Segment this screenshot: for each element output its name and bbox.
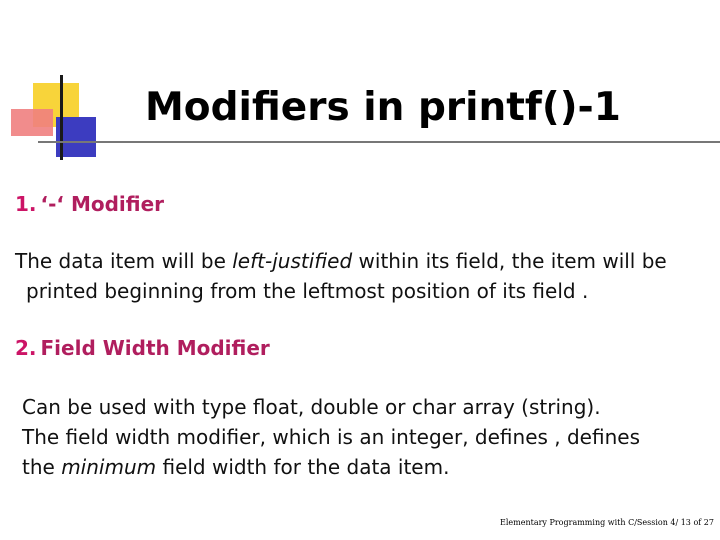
title-underline [38, 141, 720, 143]
section-2-line-1: Can be used with type float, double or char array (string). [22, 395, 601, 419]
slide-footer: Elementary Programming with C/Session 4/ 13 of 27 [500, 518, 714, 527]
section-2-heading [15, 336, 270, 360]
text-segment: The data item will be [15, 249, 233, 273]
text-segment: within its field, the item will be [352, 249, 667, 273]
section-1-line-2: printed beginning from the leftmost position of its field . [26, 279, 589, 303]
section-1-heading-text: ‘-‘ Modifier [40, 192, 165, 216]
section-2-body [22, 392, 640, 482]
emphasis-text: left-justified [232, 249, 353, 273]
section-1-heading [15, 192, 164, 216]
section-1-line-1 [15, 246, 667, 276]
section-1-number: 1. [15, 192, 37, 216]
section-2-line-2: The field width modifier, which is an integer, defines , defines [22, 425, 640, 449]
text-segment: the [22, 455, 62, 479]
section-2-number: 2. [15, 336, 37, 360]
section-2-heading-text: Field Width Modifier [40, 336, 270, 360]
decor-red-square [11, 109, 53, 136]
section-2-line-3 [22, 452, 640, 482]
emphasis-text: minimum [61, 455, 157, 479]
decor-vertical-line [60, 75, 63, 160]
section-1-body [15, 246, 667, 306]
slide-title: Modifiers in printf()-1 [145, 85, 621, 130]
text-segment: field width for the data item. [156, 455, 450, 479]
